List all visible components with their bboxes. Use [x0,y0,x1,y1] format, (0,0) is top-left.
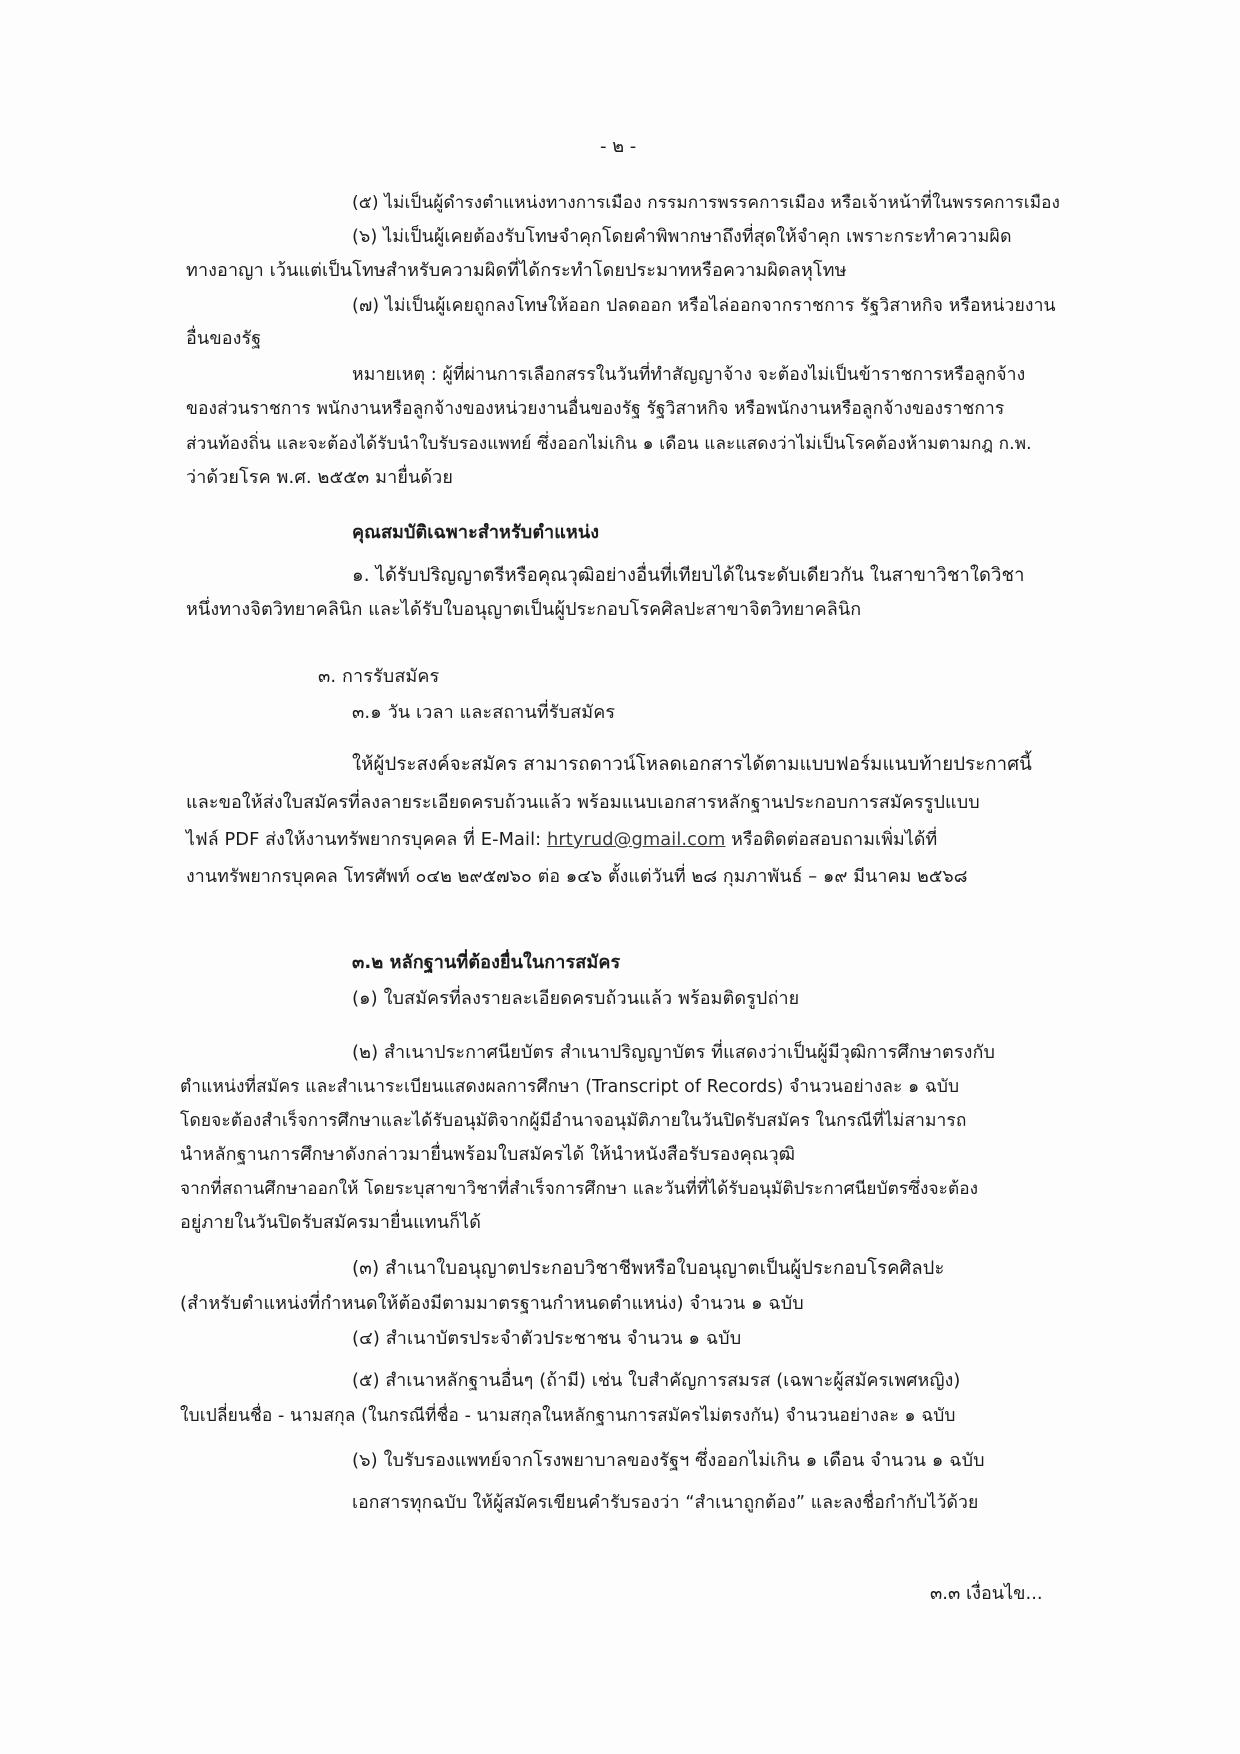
email-link[interactable]: hrtyrud@gmail.com [546,829,726,850]
document-item-5-line1: (๕) สำเนาหลักฐานอื่นๆ (ถ้ามี) เช่น ใบสำคัญการสมรส (เฉพาะผู้สมัครเพศหญิง) [352,1370,961,1391]
qualification-item-7-line1: (๗) ไม่เป็นผู้เคยถูกลงโทษให้ออก ปลดออก หรือไล่ออกจากราชการ รัฐวิสาหกิจ หรือหน่วยงาน [352,296,1056,316]
qualification-item-5: (๕) ไม่เป็นผู้ดำรงตำแหน่งทางการเมือง กรรมการพรรคการเมือง หรือเจ้าหน้าที่ในพรรคการเมือง [352,193,1061,213]
qualification-item-6-line1: (๖) ไม่เป็นผู้เคยต้องรับโทษจำคุกโดยคำพิพากษาถึงที่สุดให้จำคุก เพราะกระทำความผิด [352,226,1012,247]
application-para-line3-end: หรือติดต่อสอบถามเพิ่มได้ที่ [725,829,938,850]
document-item-5-line2: ใบเปลี่ยนชื่อ - นามสกุล (ในกรณีที่ชื่อ - นามสกุลในหลักฐานการสมัครไม่ตรงกัน) จำนวนอย่างละ ๑ ฉบับ [180,1406,956,1426]
application-para-line4: งานทรัพยากรบุคคล โทรศัพท์ ๐๔๒ ๒๙๕๗๖๐ ต่อ ๑๔๖ ตั้งแต่วันที่ ๒๘ กุมภาพันธ์ – ๑๙ มีนาคม ๒๕๖๘ [186,866,968,887]
document-item-2-line3: โดยจะต้องสำเร็จการศึกษาและได้รับอนุมัติจากผู้มีอำนาจอนุมัติภายในวันปิดรับสมัคร ในกรณีที่ไม่สามารถ [180,1111,967,1131]
note-line1: หมายเหตุ : ผู้ที่ผ่านการเลือกสรรในวันที่ทำสัญญาจ้าง จะต้องไม่เป็นข้าราชการหรือลูกจ้าง [352,365,1026,385]
note-line4: ว่าด้วยโรค พ.ศ. ๒๕๕๓ มายื่นด้วย [186,467,454,488]
document-item-3-line2: (สำหรับตำแหน่งที่กำหนดให้ต้องมีตามมาตรฐานกำหนดตำแหน่ง) จำนวน ๑ ฉบับ [180,1293,804,1314]
section-3-heading: ๓. การรับสมัคร [318,666,440,687]
qualification-item-6-line2: ทางอาญา เว้นแต่เป็นโทษสำหรับความผิดที่ได้กระทำโดยประมาทหรือความผิดลหุโทษ [186,260,847,281]
document-item-2-line5: จากที่สถานศึกษาออกให้ โดยระบุสาขาวิชาที่สำเร็จการศึกษา และวันที่ที่ได้รับอนุมัติประกาศนียบัตรซึ่งจะต้อง [180,1179,979,1199]
continued-marker: ๓.๓ เงื่อนไข... [930,1583,1043,1604]
application-para-line3 [186,827,937,853]
document-item-2-line1: (๒) สำเนาประกาศนียบัตร สำเนาปริญญาบัตร ที่แสดงว่าเป็นผู้มีวุฒิการศึกษาตรงกับ [352,1042,996,1063]
certification-note: เอกสารทุกฉบับ ให้ผู้สมัครเขียนคำรับรองว่า “สำเนาถูกต้อง” และลงชื่อกำกับไว้ด้วย [352,1493,979,1513]
document-item-2-line6: อยู่ภายในวันปิดรับสมัครมายื่นแทนก็ได้ [180,1212,482,1233]
document-item-2-line4: นำหลักฐานการศึกษาดังกล่าวมายื่นพร้อมใบสมัครได้ ให้นำหนังสือรับรองคุณวุฒิ [180,1144,796,1165]
document-item-4: (๔) สำเนาบัตรประจำตัวประชาชน จำนวน ๑ ฉบับ [352,1328,742,1349]
page-number: - ๒ - [600,136,637,157]
document-item-2-line2: ตำแหน่งที่สมัคร และสำเนาระเบียนแสดงผลการศึกษา (Transcript of Records) จำนวนอย่างละ ๑ ฉบับ [180,1077,960,1097]
document-item-3-line1: (๓) สำเนาใบอนุญาตประกอบวิชาชีพหรือใบอนุญาตเป็นผู้ประกอบโรคศิลปะ [352,1258,945,1279]
specific-qualification-item-1-line2: หนึ่งทางจิตวิทยาคลินิก และได้รับใบอนุญาตเป็นผู้ประกอบโรคศิลปะสาขาจิตวิทยาคลินิก [186,599,862,620]
document-item-1: (๑) ใบสมัครที่ลงรายละเอียดครบถ้วนแล้ว พร้อมติดรูปถ่าย [352,988,800,1009]
document-item-6: (๖) ใบรับรองแพทย์จากโรงพยาบาลของรัฐฯ ซึ่งออกไม่เกิน ๑ เดือน จำนวน ๑ ฉบับ [352,1450,985,1471]
application-para-line2: และขอให้ส่งใบสมัครที่ลงลายระเอียดครบถ้วนแล้ว พร้อมแนบเอกสารหลักฐานประกอบการสมัครรูปแบบ [186,792,980,813]
application-para-line3-start: ไฟล์ PDF ส่งให้งานทรัพยากรบุคคล ที่ E-Mail: [186,829,547,850]
section-3-1-heading: ๓.๑ วัน เวลา และสถานที่รับสมัคร [352,702,616,723]
note-line3: ส่วนท้องถิ่น และจะต้องได้รับนำใบรับรองแพทย์ ซึ่งออกไม่เกิน ๑ เดือน และแสดงว่าไม่เป็นโรคต้องห้ามตามกฎ ก.พ. [186,434,1032,454]
specific-qualifications-heading: คุณสมบัติเฉพาะสำหรับตำแหน่ง [352,522,600,543]
section-3-2-heading: ๓.๒ หลักฐานที่ต้องยื่นในการสมัคร [352,952,621,973]
specific-qualification-item-1-line1: ๑. ได้รับปริญญาตรีหรือคุณวุฒิอย่างอื่นที่เทียบได้ในระดับเดียวกัน ในสาขาวิชาใดวิชา [352,565,1025,586]
note-line2: ของส่วนราชการ พนักงานหรือลูกจ้างของหน่วยงานอื่นของรัฐ รัฐวิสาหกิจ หรือพนักงานหรือลูกจ้างของราชการ [186,399,1005,419]
application-para-line1: ให้ผู้ประสงค์จะสมัคร สามารถดาวน์โหลดเอกสารได้ตามแบบฟอร์มแนบท้ายประกาศนี้ [352,754,1032,775]
qualification-item-7-line2: อื่นของรัฐ [186,328,262,349]
